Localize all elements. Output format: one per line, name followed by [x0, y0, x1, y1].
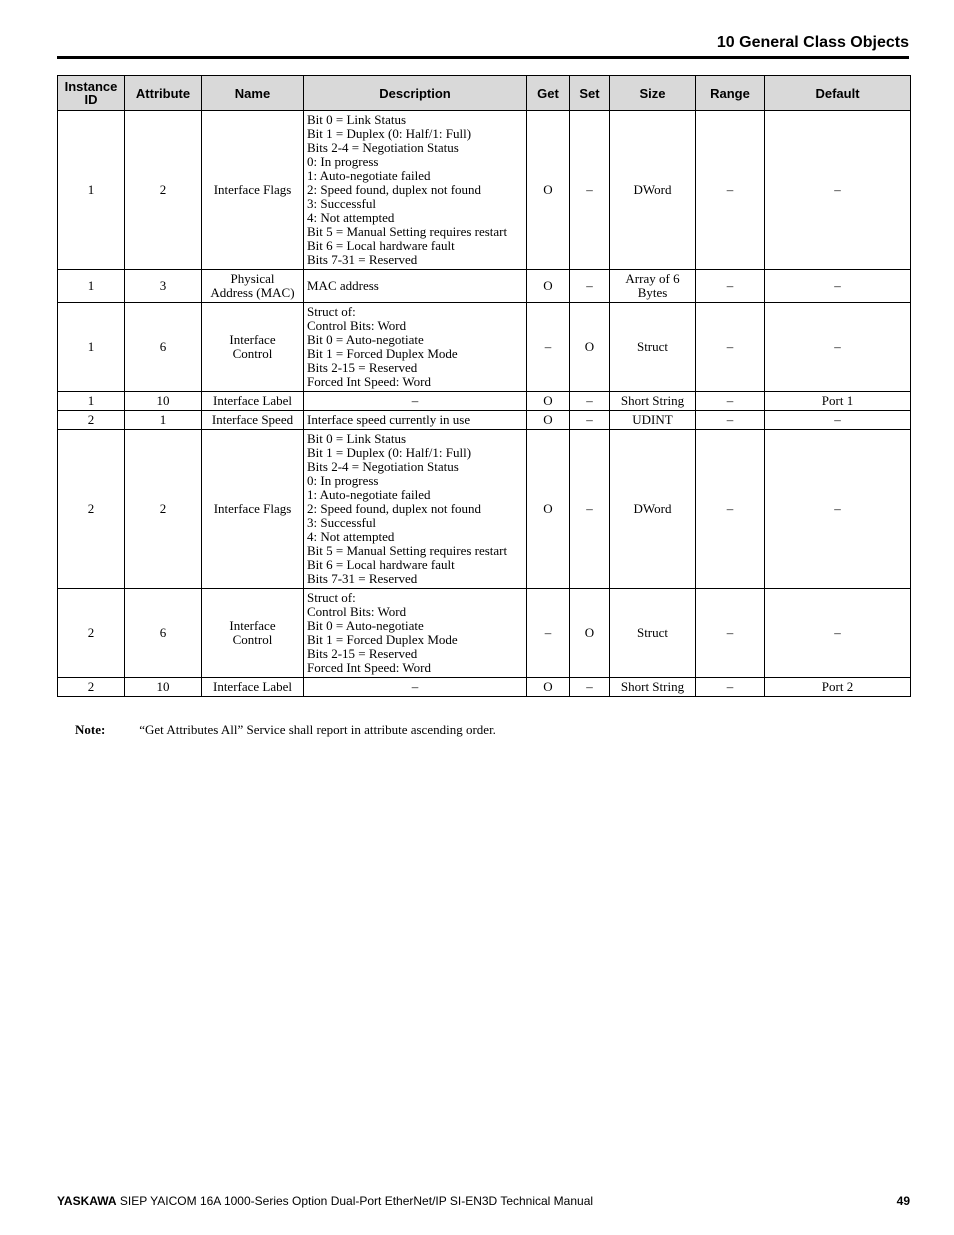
instance-id-cell: 2 [58, 430, 125, 589]
attribute-cell: 2 [125, 111, 202, 270]
table-row [58, 678, 911, 697]
description-cell: Interface speed currently in use [304, 411, 527, 430]
name-cell: Interface Control [202, 589, 304, 678]
table-row [58, 303, 911, 392]
get-cell: O [527, 111, 570, 270]
name-cell: Interface Flags [202, 430, 304, 589]
set-cell: O [570, 303, 610, 392]
range-cell: – [696, 111, 765, 270]
description-cell: – [304, 678, 527, 697]
set-cell: – [570, 392, 610, 411]
default-cell: – [765, 303, 911, 392]
default-cell: Port 1 [765, 392, 911, 411]
range-cell: – [696, 411, 765, 430]
description-cell: Bit 0 = Link Status Bit 1 = Duplex (0: Half/1: Full) Bits 2-4 = Negotiation Status 0: In progress 1: Auto-negotiate failed 2: Speed found, duplex not found 3: Successful 4: Not attempted Bit 5 = Manual Setting requires restart Bit 6 = Local hardware fault Bits 7-31 = Reserved [304, 430, 527, 589]
get-cell: O [527, 270, 570, 303]
set-cell: O [570, 589, 610, 678]
name-cell: Physical Address (MAC) [202, 270, 304, 303]
range-cell: – [696, 678, 765, 697]
name-cell: Interface Speed [202, 411, 304, 430]
instance-id-cell: 1 [58, 111, 125, 270]
note [75, 722, 496, 738]
get-cell: O [527, 678, 570, 697]
size-cell: Array of 6 Bytes [610, 270, 696, 303]
get-cell: O [527, 411, 570, 430]
size-cell: UDINT [610, 411, 696, 430]
instance-id-cell: 2 [58, 589, 125, 678]
get-cell: O [527, 392, 570, 411]
attribute-cell: 3 [125, 270, 202, 303]
name-cell: Interface Label [202, 678, 304, 697]
range-cell: – [696, 430, 765, 589]
page-footer [57, 1194, 910, 1208]
name-cell: Interface Flags [202, 111, 304, 270]
range-cell: – [696, 589, 765, 678]
note-label: Note: [75, 722, 106, 737]
size-cell: Struct [610, 303, 696, 392]
attribute-cell: 6 [125, 303, 202, 392]
instance-id-cell: 1 [58, 270, 125, 303]
instance-id-cell: 1 [58, 392, 125, 411]
get-cell: – [527, 303, 570, 392]
description-cell: – [304, 392, 527, 411]
set-cell: – [570, 678, 610, 697]
column-header: Default [765, 76, 911, 111]
set-cell: – [570, 430, 610, 589]
footer-brand: YASKAWA [57, 1194, 117, 1208]
set-cell: – [570, 111, 610, 270]
default-cell: – [765, 270, 911, 303]
get-cell: – [527, 589, 570, 678]
attribute-cell: 10 [125, 392, 202, 411]
default-cell: Port 2 [765, 678, 911, 697]
set-cell: – [570, 411, 610, 430]
size-cell: Short String [610, 392, 696, 411]
attribute-cell: 2 [125, 430, 202, 589]
size-cell: DWord [610, 111, 696, 270]
range-cell: – [696, 270, 765, 303]
description-cell: Struct of: Control Bits: Word Bit 0 = Auto-negotiate Bit 1 = Forced Duplex Mode Bits 2-15 = Reserved Forced Int Speed: Word [304, 589, 527, 678]
name-cell: Interface Control [202, 303, 304, 392]
size-cell: Short String [610, 678, 696, 697]
instance-id-cell: 2 [58, 678, 125, 697]
attribute-table [57, 75, 911, 697]
table-row [58, 392, 911, 411]
attribute-cell: 6 [125, 589, 202, 678]
footer-doc-title: SIEP YAICOM 16A 1000-Series Option Dual-Port EtherNet/IP SI-EN3D Technical Manual [116, 1194, 594, 1208]
column-header: Range [696, 76, 765, 111]
default-cell: – [765, 111, 911, 270]
column-header: Name [202, 76, 304, 111]
column-header: Get [527, 76, 570, 111]
set-cell: – [570, 270, 610, 303]
range-cell: – [696, 392, 765, 411]
table-row [58, 270, 911, 303]
default-cell: – [765, 589, 911, 678]
attribute-cell: 1 [125, 411, 202, 430]
table-row [58, 589, 911, 678]
table-row [58, 111, 911, 270]
section-header [57, 30, 909, 59]
name-cell: Interface Label [202, 392, 304, 411]
column-header: Description [304, 76, 527, 111]
instance-id-cell: 1 [58, 303, 125, 392]
description-cell: Struct of: Control Bits: Word Bit 0 = Auto-negotiate Bit 1 = Forced Duplex Mode Bits 2-15 = Reserved Forced Int Speed: Word [304, 303, 527, 392]
page-number: 49 [896, 1194, 910, 1208]
instance-id-cell: 2 [58, 411, 125, 430]
get-cell: O [527, 430, 570, 589]
description-cell: Bit 0 = Link Status Bit 1 = Duplex (0: Half/1: Full) Bits 2-4 = Negotiation Status 0: In progress 1: Auto-negotiate failed 2: Speed found, duplex not found 3: Successful 4: Not attempted Bit 5 = Manual Setting requires restart Bit 6 = Local hardware fault Bits 7-31 = Reserved [304, 111, 527, 270]
column-header: Size [610, 76, 696, 111]
size-cell: Struct [610, 589, 696, 678]
note-text: “Get Attributes All” Service shall report in attribute ascending order. [139, 722, 496, 737]
attribute-cell: 10 [125, 678, 202, 697]
column-header: Instance ID [58, 76, 125, 111]
column-header: Attribute [125, 76, 202, 111]
default-cell: – [765, 430, 911, 589]
table-row [58, 411, 911, 430]
column-header: Set [570, 76, 610, 111]
description-cell: MAC address [304, 270, 527, 303]
range-cell: – [696, 303, 765, 392]
table-header-row [58, 76, 911, 111]
table-row [58, 430, 911, 589]
size-cell: DWord [610, 430, 696, 589]
section-title: 10 General Class Objects [716, 34, 909, 51]
default-cell: – [765, 411, 911, 430]
